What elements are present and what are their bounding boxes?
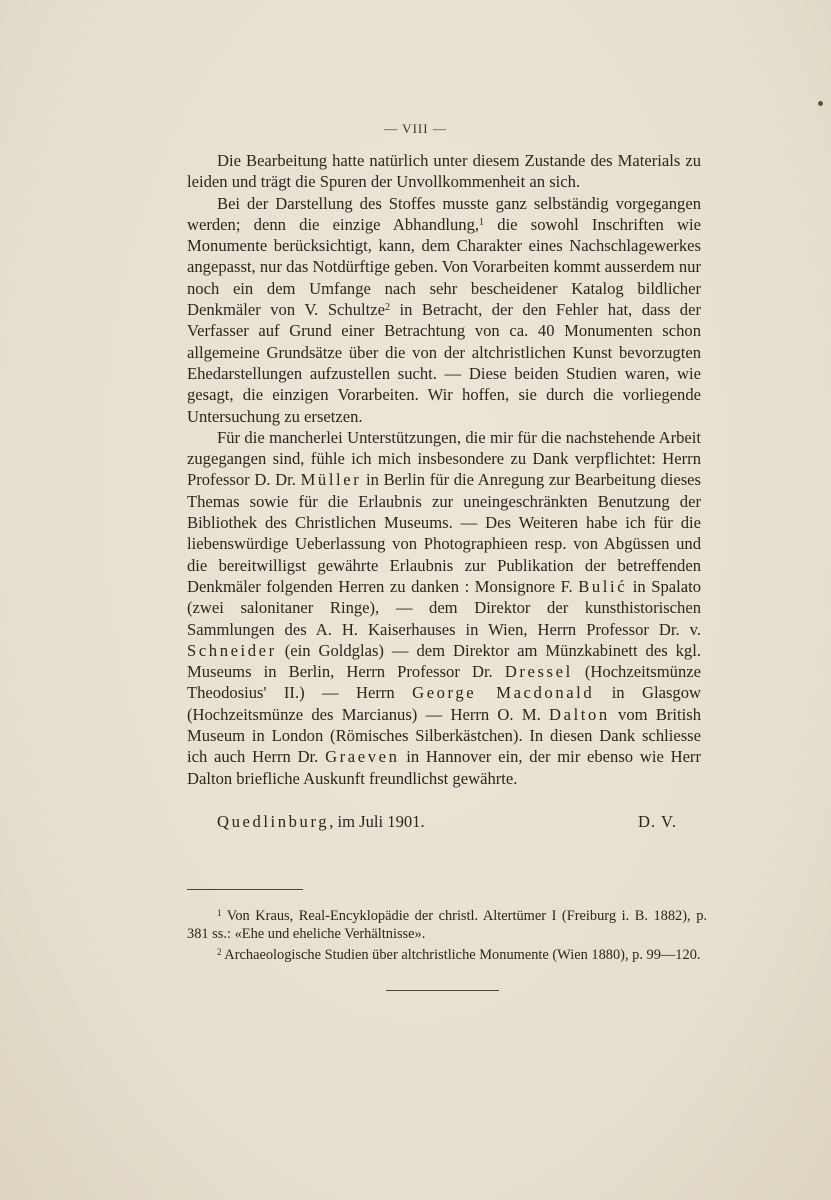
text-run: vom British Museum in London (Römisches Silberkästchen). In diesen Dank schliesse ich auch Herrn Dr. (187, 704, 702, 767)
signature-line (217, 811, 677, 832)
body-text (187, 150, 701, 789)
spaced-name: Bulić (578, 576, 628, 596)
footnote-text: Archaeologische Studien über altchristliche Monumente (Wien 1880), p. 99—120. (221, 947, 701, 964)
spaced-name: Dressel (504, 662, 573, 682)
text-run: in Betracht, der den Fehler hat, dass der Verfasser auf Grund einer Betrachtung von ca. 40 Monumenten schon allgemeine Grundsätze über die von der altchristlichen Kunst bevorzugten Ehedarstellungen aufzustellen sucht. — Diese beiden Studien waren, wie gesagt, die einzigen Vorarbeiten. Wir hoffen, sie durch die vorliegende Untersuchung zu ersetzen. (187, 300, 701, 426)
signature-place: Quedlinburg (217, 812, 330, 831)
footnote-reference: 2 (384, 302, 390, 314)
paragraph (187, 427, 701, 789)
footnote-reference: 1 (479, 216, 485, 228)
text-run: (Hochzeitsmünze Theodosius' II.) — Herrn (187, 662, 701, 703)
text-run: (ein Goldglas) — dem Direktor am Münzkabinett des kgl. Museums in Berlin, Herrn Professor Dr. (187, 640, 701, 682)
text-run: Die Bearbeitung hatte natürlich unter diesem Zustande des Materials zu leiden und trägt die Spuren der Unvollkommenheit an sich. (187, 151, 701, 192)
footnote-text: Von Kraus, Real-Encyklopädie der christl. Altertümer I (Freiburg i. B. 1882), p. 381 ss.: «Ehe und eheliche Verhältnisse». (187, 908, 707, 943)
text-run: in Berlin für die Anregung zur Bearbeitung dieses Themas sowie für die Erlaubnis zur uneingeschränkten Benutzung der Bibliothek des Christlichen Museums. — Des Weiteren habe ich für die liebenswürdige Ueberlassung von Photographieen resp. von Abgüssen und die bereitwilligst gewährte Erlaubnis zur Publikation der betreffenden Denkmäler folgenden Herren zu danken : Monsignore F. (187, 470, 701, 596)
text-run: in Spalato (zwei salonitaner Ringe), — dem Direktor der kunsthistorischen Sammlungen des A. H. Kaiserhauses in Wien, Herrn Professor Dr. v. (187, 576, 701, 639)
signature-date: , im Juli 1901. (329, 812, 425, 831)
spaced-name: Müller (300, 470, 362, 490)
page-number: — VIII — (384, 121, 447, 136)
footnotes (187, 904, 707, 965)
text-run: Für die mancherlei Unterstützungen, die mir für die nachstehende Arbeit zugegangen sind, fühle ich mich insbesondere zu Dank verpflichtet: Herrn Professor D. Dr. (187, 427, 701, 490)
paper-speck (818, 101, 823, 106)
footnote-marker: 1 (217, 908, 222, 918)
spaced-name: Dalton (549, 704, 610, 724)
author-initials: D. V. (638, 812, 677, 831)
spaced-name: Schneider (187, 640, 277, 660)
spaced-name: George Macdonald (412, 683, 595, 703)
text-run: in Glasgow (Hochzeitsmünze des Marcianus) — Herrn O. M. (187, 683, 701, 724)
text-run: Bei der Darstellung des Stoffes musste ganz selbständig vorgegangen werden; denn die einzige Abhandlung, (187, 193, 701, 234)
footnote-marker: 2 (217, 947, 222, 958)
footnote (187, 904, 707, 943)
footnote (187, 943, 707, 964)
footnote-divider (187, 889, 303, 890)
paragraph (187, 150, 701, 193)
paragraph (187, 193, 701, 427)
end-divider (386, 990, 499, 991)
spaced-name: Graeven (325, 747, 400, 767)
text-run: die sowohl Inschriften wie Monumente berücksichtigt, kann, dem Charakter eines Nachschlagewerkes angepasst, nur das Notdürftige geben. Von Vorarbeiten kommt ausserdem nur noch ein dem Umfange nach sehr bescheidener Katalog bildlicher Denkmäler von V. Schultze (187, 214, 701, 320)
text-run: in Hannover ein, der mir ebenso wie Herr Dalton briefliche Auskunft freundlichst gewährte. (187, 747, 701, 788)
